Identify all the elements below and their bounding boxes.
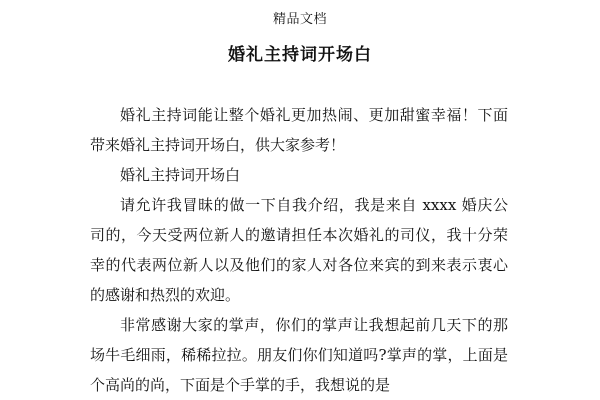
page-header-label: 精品文档 [272,12,327,27]
document-title: 婚礼主持词开场白 [228,45,372,65]
section-heading: 婚礼主持词开场白 [120,166,241,184]
intro-paragraph: 婚礼主持词能让整个婚礼更加热闹、更加甜蜜幸福！下面带来婚礼主持词开场白，供大家参考！ [90,106,508,154]
applause-paragraph: 非常感谢大家的掌声，你们的掌声让我想起前几天下的那场牛毛细雨，稀稀拉拉。朋友们你们知道吗?掌声的掌，上面是个高尚的尚，下面是个手掌的手，我想说的是 [90,316,508,394]
document-body [90,100,508,400]
self-introduction-paragraph: 请允许我冒昧的做一下自我介绍，我是来自 xxxx 婚庆公司的，今天受两位新人的邀请担任本次婚礼的司仪，我十分荣幸的代表两位新人以及他们的家人对各位来宾的到来表示衷心的感谢和热烈的欢迎。 [90,196,508,304]
